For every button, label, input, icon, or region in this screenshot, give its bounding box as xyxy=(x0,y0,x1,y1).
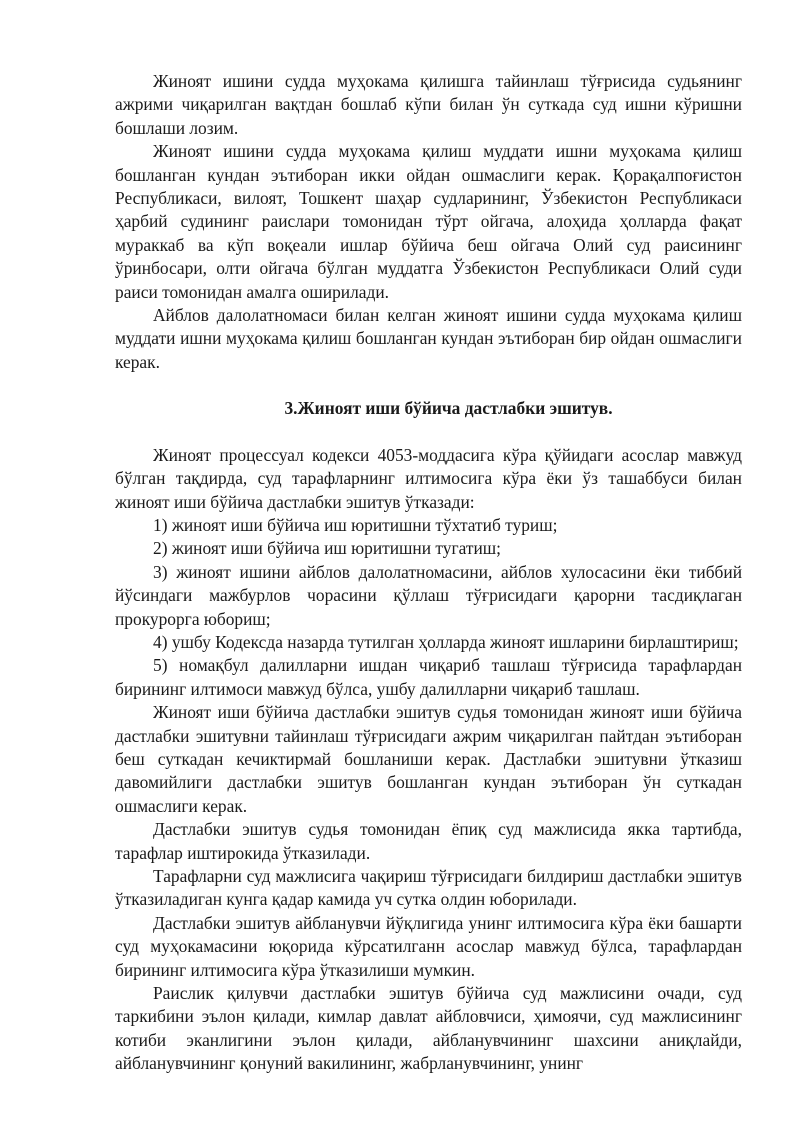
list-item-1: 1) жиноят иши бўйича иш юритишни тўхтатиб туриш; xyxy=(153,514,558,535)
paragraph-closed-session: Дастлабки эшитув судья томонидан ёпиқ суд мажлисида якка тартибда, тарафлар иштирокида ўтказилади. xyxy=(115,819,742,863)
list-item-3: 3) жиноят ишини айблов далолатномасини, айблов хулосасини ёки тиббий йўсиндаги мажбурлов чорасини қўллаш тўғрисидаги қарорни тасдиқлаган прокурорга юбориш; xyxy=(115,561,742,629)
paragraph-summons: Тарафларни суд мажлисига чақириш тўғрисидаги билдириш дастлабки эшитув ўтказиладиган кунга қадар камида уч сутка олдин юборилади. xyxy=(115,866,742,910)
paragraph-indictment-duration: Айблов далолатномаси билан келган жиноят ишини судда муҳокама қилиш муддати ишни муҳокама қилиш бошланган кундан эътиборан бир ойдан ошмаслиги керак. xyxy=(115,305,742,372)
paragraph-trial-start: Жиноят ишини судда муҳокама қилишга тайинлаш тўғрисида судьянинг ажрими чиқарилган вақтдан бошлаб кўпи билан ўн суткада суд ишни кўришни бошлаши лозим. xyxy=(115,71,742,138)
list-item-2: 2) жиноят иши бўйича иш юритишни тугатиш; xyxy=(153,538,501,559)
list-item-5: 5) номақбул далилларни ишдан чиқариб ташлаш тўғрисида тарафлардан бирининг илтимоси мавжуд бўлса, ушбу далилларни чиқариб ташлаш. xyxy=(115,655,742,699)
paragraph-presiding-judge: Раислик қилувчи дастлабки эшитув бўйича суд мажлисини очади, суд таркибини эълон қилади, кимлар давлат айбловчиси, ҳимоячи, суд мажлисининг котиби эканлигини эълон қилади, айбланувчининг шахсини аниқлайди, айбланувчининг қонуний вакилининг, жабрланувчининг, унинг xyxy=(115,983,742,1074)
document-page xyxy=(115,70,742,1076)
paragraph-trial-duration: Жиноят ишини судда муҳокама қилиш муддати ишни муҳокама қилиш бошланган кундан эътиборан икки ойдан ошмаслиги керак. Қорақалпоғистон Республикаси, вилоят, Тошкент шаҳар судларининг, Ўзбекистон Республикаси ҳарбий судининг раислари томонидан тўрт ойгача, алоҳида ҳолларда фақат мураккаб ва кўп воқеали ишлар бўйича беш ойгача Олий суд раисининг ўринбосари, олти ойгача бўлган муддатга Ўзбекистон Республикаси Олий суди раиси томонидан амалга оширилади. xyxy=(115,141,742,302)
paragraph-hearing-timing: Жиноят иши бўйича дастлабки эшитув судья томонидан жиноят иши бўйича дастлабки эшитувни тайинлаш тўғрисидаги ажрим чиқарилган пайтдан эътиборан беш суткадан кечиктирмай бошланиши керак. Дастлабки эшитувни ўтказиш давомийлиги дастлабки эшитув бошланган кундан эътиборан ўн суткадан ошмаслиги керак. xyxy=(115,702,742,816)
paragraph-preliminary-hearing-grounds: Жиноят процессуал кодекси 4053-моддасига кўра қўйидаги асослар мавжуд бўлган тақдирда, суд тарафларнинг илтимосига кўра ёки ўз ташаббуси билан жиноят иши бўйича дастлабки эшитув ўтказади: xyxy=(115,444,742,512)
section-heading: 3.Жиноят иши бўйича дастлабки эшитув. xyxy=(284,398,613,419)
paragraph-absence: Дастлабки эшитув айбланувчи йўқлигида унинг илтимосига кўра ёки башарти суд муҳокамасини юқорида кўрсатилганн асослар мавжуд бўлса, тарафлардан бирининг илтимосига кўра ўтказилиши мумкин. xyxy=(115,912,742,980)
list-item-4: 4) ушбу Кодексда назарда тутилган ҳолларда жиноят ишларини бирлаштириш; xyxy=(153,631,739,652)
